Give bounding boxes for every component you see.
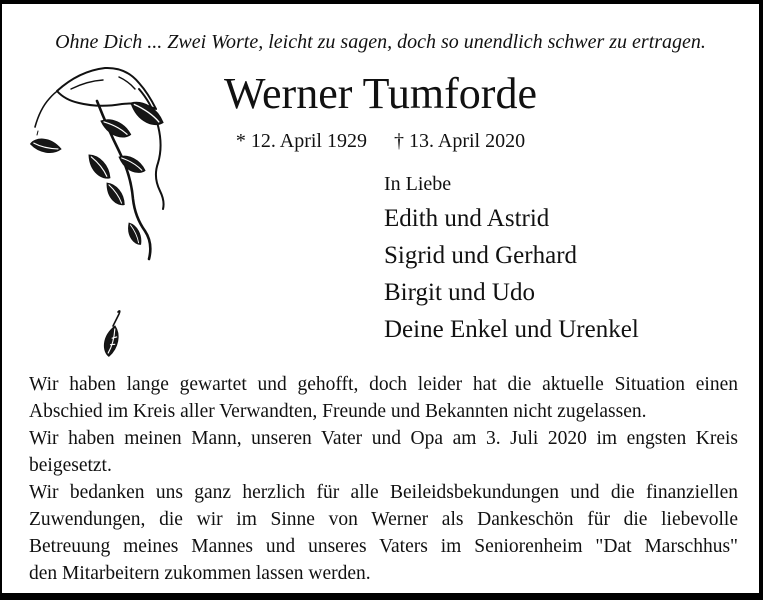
death-date: † 13. April 2020: [394, 130, 526, 152]
mourners-block: [384, 172, 639, 348]
mourner-name: Sigrid und Gerhard: [384, 242, 578, 269]
deceased-name: Werner Tumforde: [224, 69, 537, 118]
mourner-name: Edith und Astrid: [384, 205, 550, 232]
life-dates: [2, 128, 759, 154]
mourner-name: Deine Enkel und Urenkel: [384, 316, 639, 343]
body-line: den Mitarbeitern zukommen lassen werden.: [29, 563, 371, 584]
leaf-icon: [104, 179, 127, 208]
epigraph-quote: Ohne Dich ... Zwei Worte, leicht zu sagen, doch so unendlich schwer zu ertragen.: [55, 31, 706, 53]
birth-date: * 12. April 1929: [235, 130, 367, 152]
body-line: beigesetzt.: [29, 455, 112, 476]
body-line: Wir haben meinen Mann, unseren Vater und Opa am 3. Juli 2020 im engsten Kreis: [29, 428, 738, 449]
body-line: Wir haben lange gewartet und gehofft, doch leider hat die aktuelle Situation einen: [29, 374, 738, 395]
body-line: Betreuung meines Mannes und unseres Vaters im Seniorenheim "Dat Marschhus": [29, 536, 738, 557]
falling-leaf-icon: [88, 306, 132, 370]
body-text: [29, 371, 738, 587]
leaf-icon: [86, 150, 113, 182]
mourners-intro: In Liebe: [384, 173, 452, 195]
body-line: Zuwendungen, die wir im Sinne von Werner als Dankeschön für die liebevolle: [29, 509, 738, 530]
body-line: Abschied im Kreis aller Verwandten, Freunde und Bekannten nicht zugelassen.: [29, 401, 647, 422]
mourner-name: Birgit und Udo: [384, 279, 535, 306]
body-line: Wir bedanken uns ganz herzlich für alle Beileidsbekundungen und die finanziellen: [29, 482, 738, 503]
